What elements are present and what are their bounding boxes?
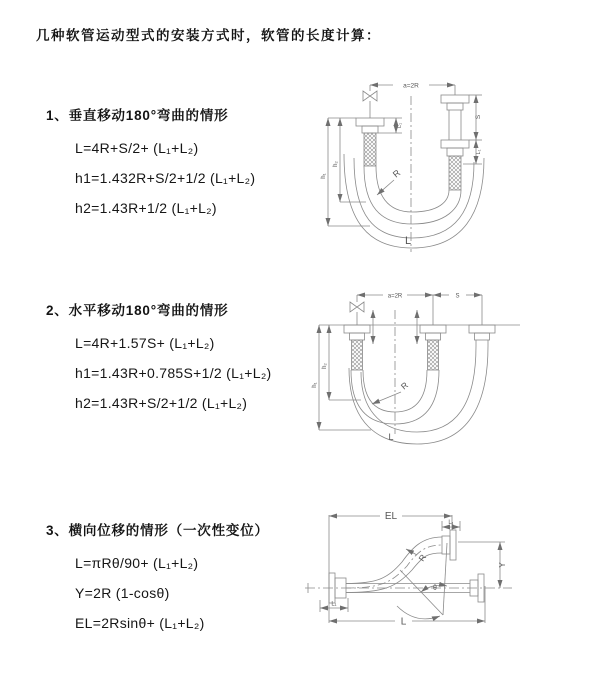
length-label: L — [404, 235, 412, 247]
diagram-lateral-displacement — [300, 502, 600, 652]
dim-label-h1: h₁ — [321, 173, 327, 179]
dim-label-l1-left: L₁ — [331, 601, 337, 608]
formula-h2: h2=1.43R+S/2+1/2 (L₁+L₂) — [75, 395, 248, 411]
hose-curves — [349, 346, 488, 444]
section-1-heading: 1、垂直移动180°弯曲的情形 — [46, 108, 229, 123]
dim-label-h1: h₁ — [312, 382, 318, 388]
formula-L: L=4R+1.57S+ (L₁+L₂) — [75, 335, 215, 351]
middle-fitting — [420, 325, 446, 370]
section-1-formulas — [75, 133, 255, 223]
radius-label: R — [416, 552, 429, 564]
diagram-horizontal-180-bend — [305, 282, 600, 457]
section-2-heading: 2、水平移动180°弯曲的情形 — [46, 303, 229, 318]
section-2-formulas — [75, 328, 272, 418]
dim-label-s: S — [455, 293, 460, 300]
valve-icon — [363, 91, 377, 118]
left-fitting — [344, 325, 370, 370]
section-3-formulas — [75, 548, 269, 638]
left-fitting — [356, 118, 384, 166]
length-label: L — [400, 616, 407, 628]
formula-L: L=4R+S/2+ (L₁+L₂) — [75, 140, 199, 156]
section-vertical-180 — [46, 104, 255, 223]
formula-Y: Y=2R (1-cosθ) — [75, 585, 170, 601]
radius-leader — [372, 392, 401, 404]
formula-h1: h1=1.432R+S/2+1/2 (L₁+L₂) — [75, 170, 256, 186]
theta-label: θ — [433, 585, 437, 592]
dim-label-a2r: a=2R — [387, 293, 403, 300]
hose-curves — [344, 154, 484, 248]
length-label: L — [388, 432, 394, 442]
section-horizontal-180 — [46, 299, 272, 418]
dim-label-a2r: a=2R — [403, 82, 419, 90]
dim-el — [329, 515, 452, 623]
right-fitting — [469, 325, 495, 346]
dim-label-l1-left: L₁ — [397, 123, 403, 128]
formula-h2: h2=1.43R+1/2 (L₁+L₂) — [75, 200, 217, 216]
pipe-axis — [305, 583, 512, 593]
dim-label-l1-top: L₁ — [448, 520, 454, 526]
diagram-vertical-180-bend — [308, 66, 593, 261]
radius-label: R — [390, 167, 403, 180]
dim-label-el: EL — [384, 511, 398, 522]
page-title: 几种软管运动型式的安装方式时，软管的长度计算： — [36, 28, 381, 43]
dim-length — [329, 586, 485, 623]
section-3-heading: 3、横向位移的情形（一次性变位） — [46, 523, 269, 538]
valve-icon — [350, 302, 364, 325]
hose-curve — [346, 537, 442, 593]
formula-L: L=πRθ/90+ (L₁+L₂) — [75, 555, 199, 571]
section-lateral-displacement — [46, 519, 269, 638]
right-fitting — [441, 95, 469, 190]
formula-EL: EL=2Rsinθ+ (L₁+L₂) — [75, 615, 205, 631]
radius-leader — [377, 180, 394, 195]
dim-label-h2: h₂ — [322, 363, 328, 369]
dim-label-y: Y — [498, 562, 507, 568]
dim-label-h2: h₂ — [333, 161, 339, 167]
dim-a2r-and-s — [357, 295, 482, 325]
radius-label: R — [398, 379, 410, 392]
formula-h1: h1=1.43R+0.785S+1/2 (L₁+L₂) — [75, 365, 272, 381]
dim-label-l1-right: L₁ — [476, 149, 482, 155]
upper-flange — [442, 530, 456, 560]
dim-label-s: S — [475, 114, 482, 120]
